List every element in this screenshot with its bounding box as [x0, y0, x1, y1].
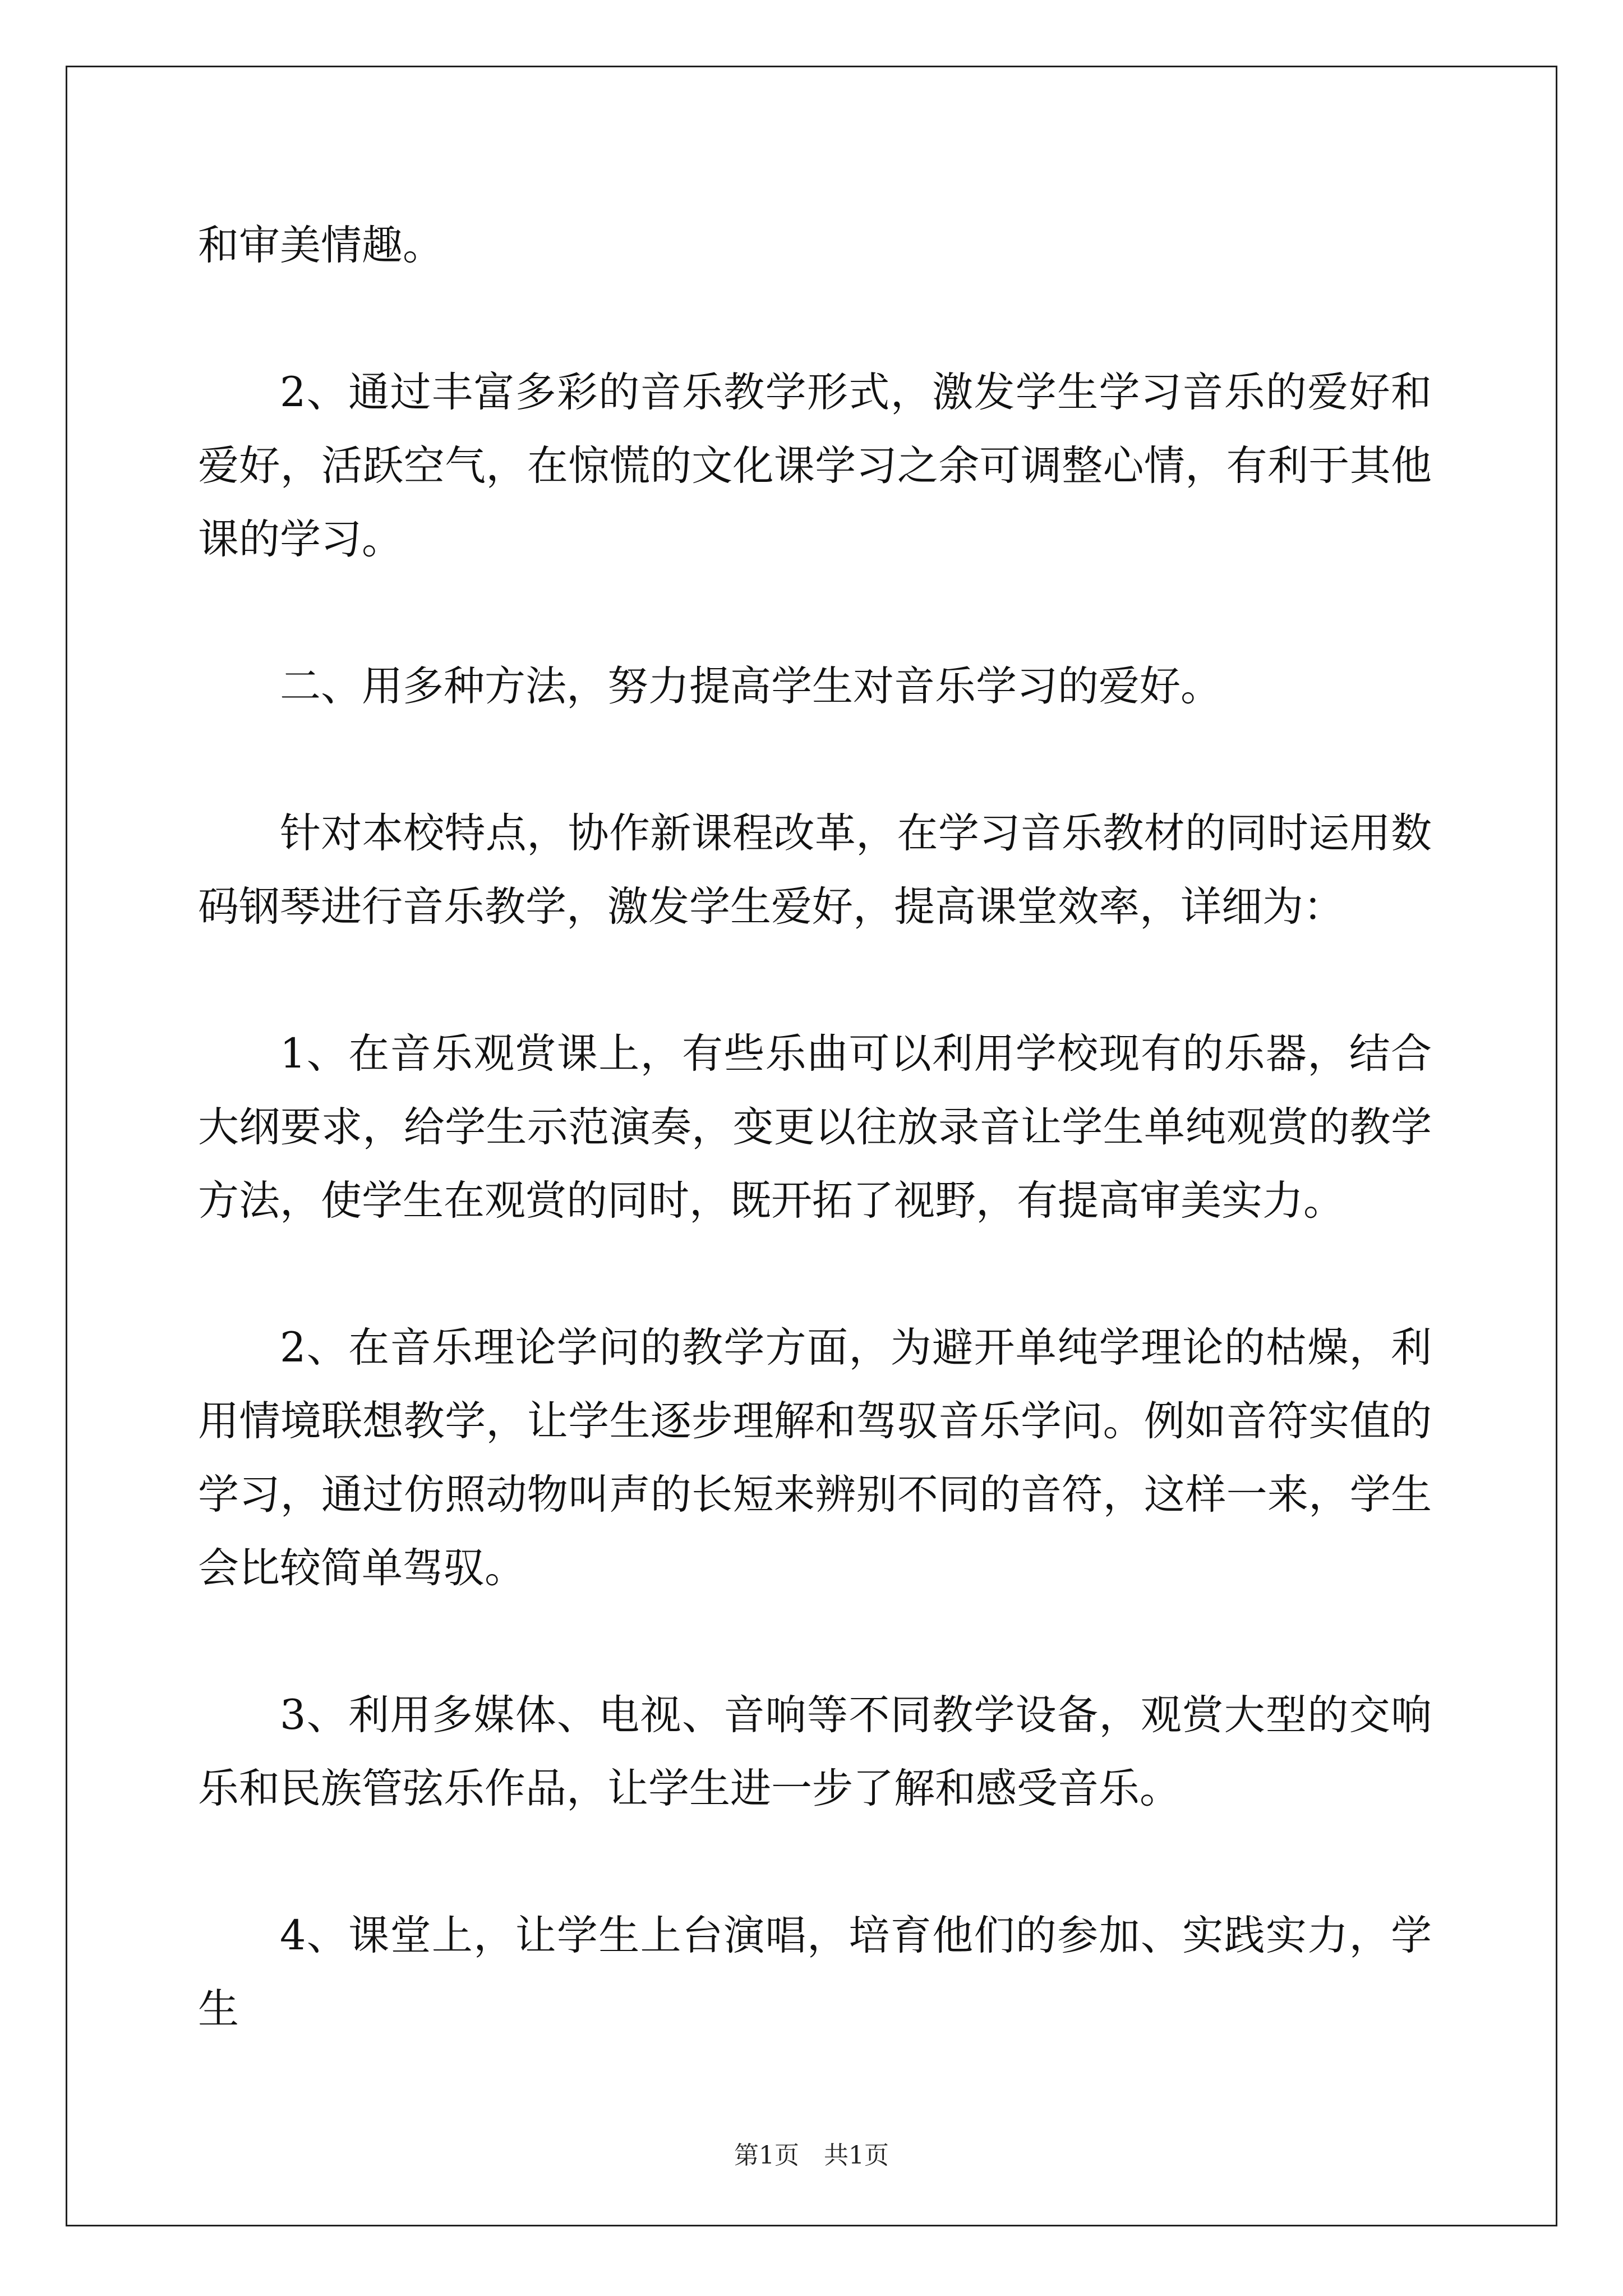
paragraph: 1、在音乐观赏课上，有些乐曲可以利用学校现有的乐器，结合大纲要求，给学生示范演奏，变更以往放录音让学生单纯观赏的教学方法，使学生在观赏的同时，既开拓了视野，有提高审美实力。	[198, 1030, 1432, 1225]
paragraph: 二、用多种方法，努力提高学生对音乐学习的爱好。	[280, 662, 1221, 710]
page-number-footer: 第1页 共1页	[734, 2141, 889, 2170]
paragraph: 针对本校特点，协作新课程改革，在学习音乐教材的同时运用数码钢琴进行音乐教学，激发学生爱好，提高课堂效率，详细为：	[198, 809, 1432, 931]
paragraph: 和审美情趣。	[198, 222, 444, 269]
paragraph: 2、在音乐理论学问的教学方面，为避开单纯学理论的枯燥，利用情境联想教学，让学生逐步理解和驾驭音乐学问。例如音符实值的学习，通过仿照动物叫声的长短来辨别不同的音符，这样一来，学生会比较简单驾驭。	[198, 1324, 1432, 1592]
paragraph: 3、利用多媒体、电视、音响等不同教学设备，观赏大型的交响乐和民族管弦乐作品，让学生进一步了解和感受音乐。	[198, 1691, 1432, 1812]
document-body	[198, 209, 1432, 2119]
paragraph: 4、课堂上，让学生上台演唱，培育他们的参加、实践实力，学生	[198, 1912, 1432, 2033]
paragraph: 2、通过丰富多彩的音乐教学形式，激发学生学习音乐的爱好和爱好，活跃空气，在惊慌的文化课学习之余可调整心情，有利于其他课的学习。	[198, 369, 1432, 563]
